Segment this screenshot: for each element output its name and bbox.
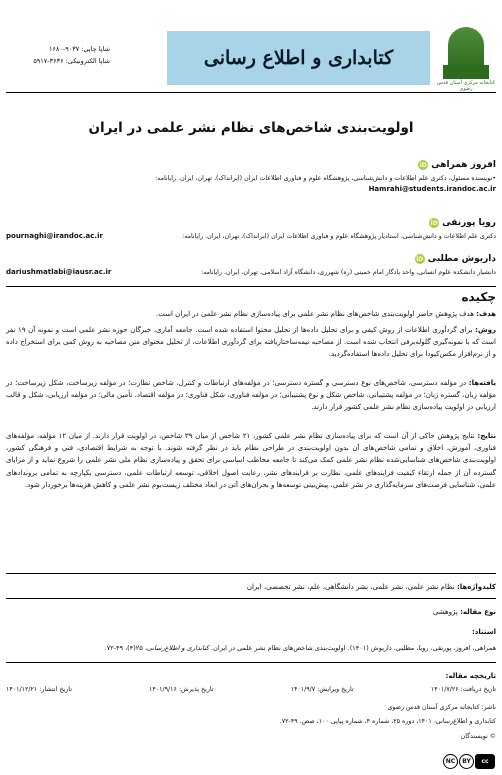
cc-license-badge[interactable] bbox=[443, 754, 495, 769]
article-type: نوع مقاله: پژوهشی bbox=[432, 608, 496, 616]
by-icon: BY bbox=[459, 754, 474, 769]
author-email[interactable]: pournaghi@irandoc.ac.ir bbox=[6, 232, 103, 240]
date-published: تاریخ انتشار: ۱۴۰۱/۱۲/۲۱ bbox=[6, 686, 72, 693]
divider bbox=[6, 662, 496, 663]
logo-caption: کتابخانه مرکزی آستان قدس رضوی bbox=[436, 80, 496, 92]
history-dates bbox=[6, 686, 496, 693]
author-name: رویا پورنقی bbox=[442, 218, 496, 228]
divider bbox=[6, 598, 496, 599]
abstract-goal: هدف: هدف پژوهش حاضر اولویت‌بندی شاخص‌های نظام نشر علمی برای پیاده‌سازی نظام نشر علمی در ایران است. bbox=[156, 310, 496, 318]
journal-banner bbox=[167, 31, 430, 85]
keywords: کلیدواژه‌ها: نظام نشر علمی، نشر علمی، نشر دانشگاهی، علم، نشر تخصصی، ایران bbox=[246, 583, 496, 591]
orcid-icon[interactable]: iD bbox=[430, 219, 438, 227]
author-affiliation: دانشیار دانشکده علوم انسانی، واحد یادگار امام خمینی (ره) شهرری، دانشگاه آزاد اسلامی، تهران، ایران. رایانامه: dariushmatlabi@iausr.ac.ir bbox=[6, 268, 496, 276]
author-name: داریوش مطلبی bbox=[427, 254, 496, 264]
library-logo bbox=[436, 27, 496, 91]
publisher: ناشر: کتابخانه مرکزی آستان قدس رضوی bbox=[387, 704, 496, 711]
divider bbox=[6, 286, 496, 287]
abstract-method: روش: برای گردآوری اطلاعات از روش کیفی و برای تحلیل داده‌ها از تحلیل محتوا استفاده شده است. جامعه آماری، خبرگان حوزه نشر علمی است و نمونه آن ۱۹ نفر است که با نمونه‌گیری گلوله‌برفی انتخاب شده است. از مصاحبه نیمه‌ساختاریافته برای گردآوری اطلاعات، از تحلیل محتوای متن مصاحبه به روش کمی برای استخراج داده و از نرم‌افزار مکس‌کیودا برای تحلیل داده‌ها استفاده‌گردید. bbox=[6, 326, 496, 359]
abstract-heading: چکیده bbox=[461, 290, 496, 304]
issn-online: شاپا الکترونیکی: ۳۶۳۶-۵۹۱۷ bbox=[33, 57, 110, 65]
author-block bbox=[6, 160, 496, 195]
date-accepted: تاریخ پذیرش: ۱۴۰۱/۹/۱۶ bbox=[149, 686, 214, 693]
date-received: تاریخ دریافت: ۱۴۰۱/۷/۲۶ bbox=[430, 686, 496, 693]
dome-icon bbox=[448, 27, 484, 69]
orcid-icon[interactable]: iD bbox=[419, 161, 427, 169]
journal-header bbox=[6, 25, 496, 93]
issn-print: شاپا چاپی: ۹۰۳۷-۱۶۸۰ bbox=[48, 45, 110, 53]
copyright: © نویسندگان bbox=[460, 733, 496, 740]
journal-title: کتابداری و اطلاع رسانی bbox=[203, 47, 394, 69]
divider bbox=[6, 573, 496, 574]
article-title: اولویت‌بندی شاخص‌های نظام نشر علمی در ایران bbox=[88, 120, 414, 136]
header-divider bbox=[6, 92, 496, 93]
abstract-findings: یافته‌ها: در مؤلفه دسترسی، شاخص‌های نوع دسترسی و گستره دسترسی؛ در مؤلفه‌های ارتباطات و کنترل، شاخص نظارت؛ در مؤلفه زیرساخت، شکل زیرساخت؛ در مؤلفه زبان، گستره زبان؛ در مؤلفه پشتیبانی، شاخص شکل و نوع پشتیبانی؛ در مؤلفه فناوری، شکل فناوری؛ در مؤلفه اقتصاد، تأمین مالی؛ در مؤلفه ارزیابی، شکل و قالب ارزیابی در اولویت پیاده‌سازی نظام نشر علمی کشور قرار دارند. bbox=[6, 379, 496, 412]
journal-info: کتابداری و اطلاع‌رسانی، ۱۴۰۱، دوره ۲۵، شماره ۴، شماره پیاپی ۱۰۰، صص. ۴۹-۷۲. bbox=[279, 718, 496, 725]
author-affiliation: •نویسنده مسئول، دکتری علم اطلاعات و دانش‌شناسی، پژوهشگاه علوم و فناوری اطلاعات ایران (ایرانداک)، تهران، ایران. رایانامه: Hamrahi@students.irandoc.ac.ir bbox=[155, 175, 496, 193]
abstract-conclusion: نتایج: نتایج پژوهش حاکی از آن است که برای پیاده‌سازی نظام نشر علمی کشور، ۲۱ شاخص از میان ۳۹ شاخص، در اولویت قرار دارند. از میان ۱۲ مؤلفه، مؤلفه‌های فناوری، آموزش، اخلاق و تمامی شاخص‌های آن بدون اولویت‌بندی در طراحی نظام باید در نظر گرفته شوند. با توجه به شرایط اقتصادی، فنی و فرهنگی کشور، اولویت‌بندی شاخص‌های شناسایی‌شده نظام نشر علمی کمک می‌کند تا جامعه مخاطب اساسی برای تحقق و پیاده‌سازی نظام ملی نشر علمی را شروع نماید و از مزایای گسترده آن از جمله ارتقاء کیفیت فرایندهای علمی، نظارت بر فرایندهای نشر، رعایت اصول اخلاقی، توسعه ارتباطات علمی، دسترسی یکپارچه به تمامی بروندادهای علمی، شناسایی فرصت‌های سرمایه‌گذاری در نشر علمی، پیش‌بینی توسعه‌ها و بحران‌های آتی در ابعاد مختلف زیست‌بوم نشر علمی و کاهش هزینه‌ها برخوردار شود. bbox=[6, 432, 496, 489]
citation-label: استناد: bbox=[471, 628, 496, 636]
issn-block bbox=[8, 43, 110, 67]
author-name: افروز همراهی bbox=[431, 160, 496, 170]
date-revised: تاریخ ویرایش: ۱۴۰۱/۹/۷ bbox=[290, 686, 354, 693]
author-email[interactable]: dariushmatlabi@iausr.ac.ir bbox=[6, 268, 112, 276]
author-affiliation: دکتری علم اطلاعات و دانش‌شناسی، استادیار پژوهشگاه علوم و فناوری اطلاعات ایران (ایرانداک)، تهران، ایران. رایانامه: pournaghi@irandoc.ac.ir bbox=[6, 232, 496, 240]
author-email[interactable]: Hamrahi@students.irandoc.ac.ir bbox=[368, 185, 496, 193]
author-block bbox=[6, 254, 496, 278]
history-heading: تاریخچه مقاله: bbox=[445, 672, 496, 680]
cc-icon: cc bbox=[475, 754, 495, 769]
orcid-icon[interactable]: iD bbox=[416, 255, 424, 263]
nc-icon: NC bbox=[443, 754, 458, 769]
citation: همراهی، افروز، پورنقی، رویا، مطلبی، داریوش (۱۴۰۱). اولویت‌بندی شاخص‌های نظام نشر علمی در ایران. کتابداری و اطلاع‌رسانی، ۲۵(۴)، ۴۹-۷۲. bbox=[104, 644, 496, 652]
author-block bbox=[6, 218, 496, 242]
